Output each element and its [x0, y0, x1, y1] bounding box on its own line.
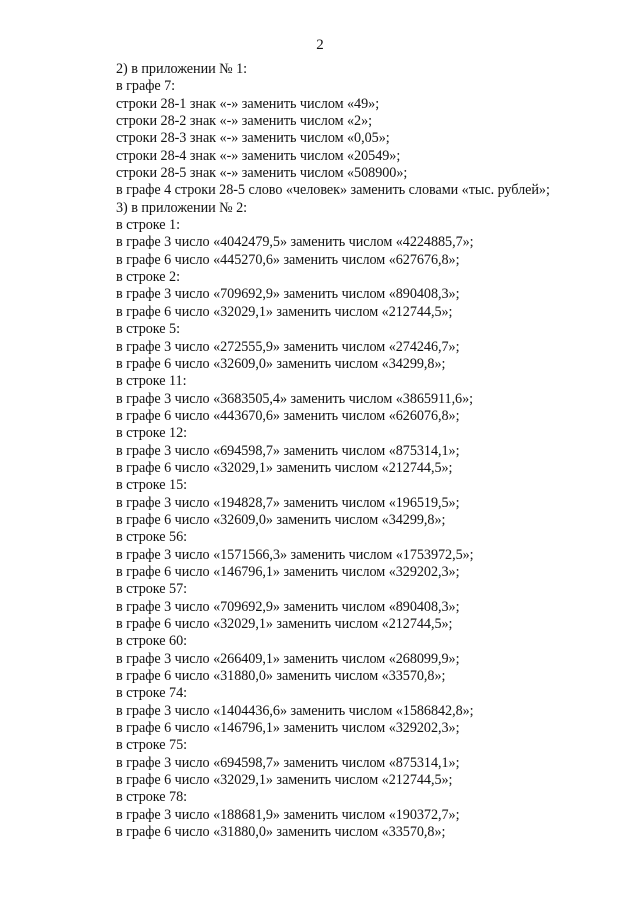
text-line: в графе 3 число «694598,7» заменить числом «875314,1»;: [116, 442, 460, 459]
text-line: в строке 75:: [116, 737, 188, 754]
text-line: строки 28-3 знак «-» заменить числом «0,05»;: [116, 130, 390, 147]
text-line: в строке 15:: [116, 477, 188, 494]
text-line: строки 28-4 знак «-» заменить числом «20549»;: [116, 147, 401, 164]
text-line: в графе 6 число «445270,6» заменить числом «627676,8»;: [116, 251, 460, 268]
text-line: в графе 3 число «1404436,6» заменить числом «1586842,8»;: [116, 702, 474, 719]
text-line: в графе 6 число «32029,1» заменить числом «212744,5»;: [116, 772, 453, 789]
text-line: в графе 6 число «31880,0» заменить числом «33570,8»;: [116, 668, 446, 685]
text-line: в графе 3 число «3683505,4» заменить числом «3865911,6»;: [116, 390, 474, 407]
text-line: в графе 7:: [116, 78, 176, 95]
text-line: строки 28-5 знак «-» заменить числом «508900»;: [116, 165, 408, 182]
text-line: в строке 78:: [116, 789, 188, 806]
text-line: в строке 74:: [116, 685, 188, 702]
text-line: в строке 57:: [116, 581, 188, 598]
text-line: в графе 3 число «4042479,5» заменить числом «4224885,7»;: [116, 234, 474, 251]
text-line: в графе 3 число «194828,7» заменить числом «196519,5»;: [116, 494, 460, 511]
text-line: в строке 12:: [116, 425, 188, 442]
text-line: в графе 3 число «709692,9» заменить числом «890408,3»;: [116, 286, 460, 303]
text-line: в строке 5:: [116, 321, 180, 338]
text-line: в графе 6 число «32609,0» заменить числом «34299,8»;: [116, 511, 446, 528]
text-line: в строке 1:: [116, 217, 180, 234]
text-line: в графе 6 число «31880,0» заменить числом «33570,8»;: [116, 824, 446, 841]
text-line: 2) в приложении № 1:: [116, 61, 248, 77]
page-number: 2: [316, 37, 324, 53]
text-line: в графе 3 число «694598,7» заменить числом «875314,1»;: [116, 754, 460, 771]
amendment-text: [116, 61, 616, 841]
text-line: 3) в приложении № 2:: [116, 199, 248, 216]
text-line: в строке 60:: [116, 633, 188, 650]
text-line: в графе 6 число «32609,0» заменить числом «34299,8»;: [116, 355, 446, 372]
text-line: в строке 2:: [116, 269, 180, 286]
text-line: в графе 3 число «1571566,3» заменить числом «1753972,5»;: [116, 546, 474, 563]
text-line: в графе 6 число «146796,1» заменить числом «329202,3»;: [116, 720, 460, 737]
text-line: в графе 6 число «146796,1» заменить числом «329202,3»;: [116, 563, 460, 580]
text-line: в строке 11:: [116, 373, 187, 390]
text-line: в графе 3 число «709692,9» заменить числом «890408,3»;: [116, 598, 460, 615]
text-line: строки 28-1 знак «-» заменить числом «49»;: [116, 95, 380, 112]
text-line: строки 28-2 знак «-» заменить числом «2»;: [116, 113, 373, 130]
text-line: в графе 6 число «32029,1» заменить числом «212744,5»;: [116, 459, 453, 476]
text-line: в графе 3 число «266409,1» заменить числом «268099,9»;: [116, 650, 460, 667]
text-line: в графе 4 строки 28-5 слово «человек» заменить словами «тыс. рублей»;: [116, 182, 550, 199]
text-line: в графе 6 число «32029,1» заменить числом «212744,5»;: [116, 303, 453, 320]
text-line: в графе 6 число «32029,1» заменить числом «212744,5»;: [116, 616, 453, 632]
text-line: в графе 3 число «272555,9» заменить числом «274246,7»;: [116, 338, 460, 355]
text-line: в графе 3 число «188681,9» заменить числом «190372,7»;: [116, 806, 460, 823]
text-line: в графе 6 число «443670,6» заменить числом «626076,8»;: [116, 407, 460, 424]
text-line: в строке 56:: [116, 529, 188, 546]
